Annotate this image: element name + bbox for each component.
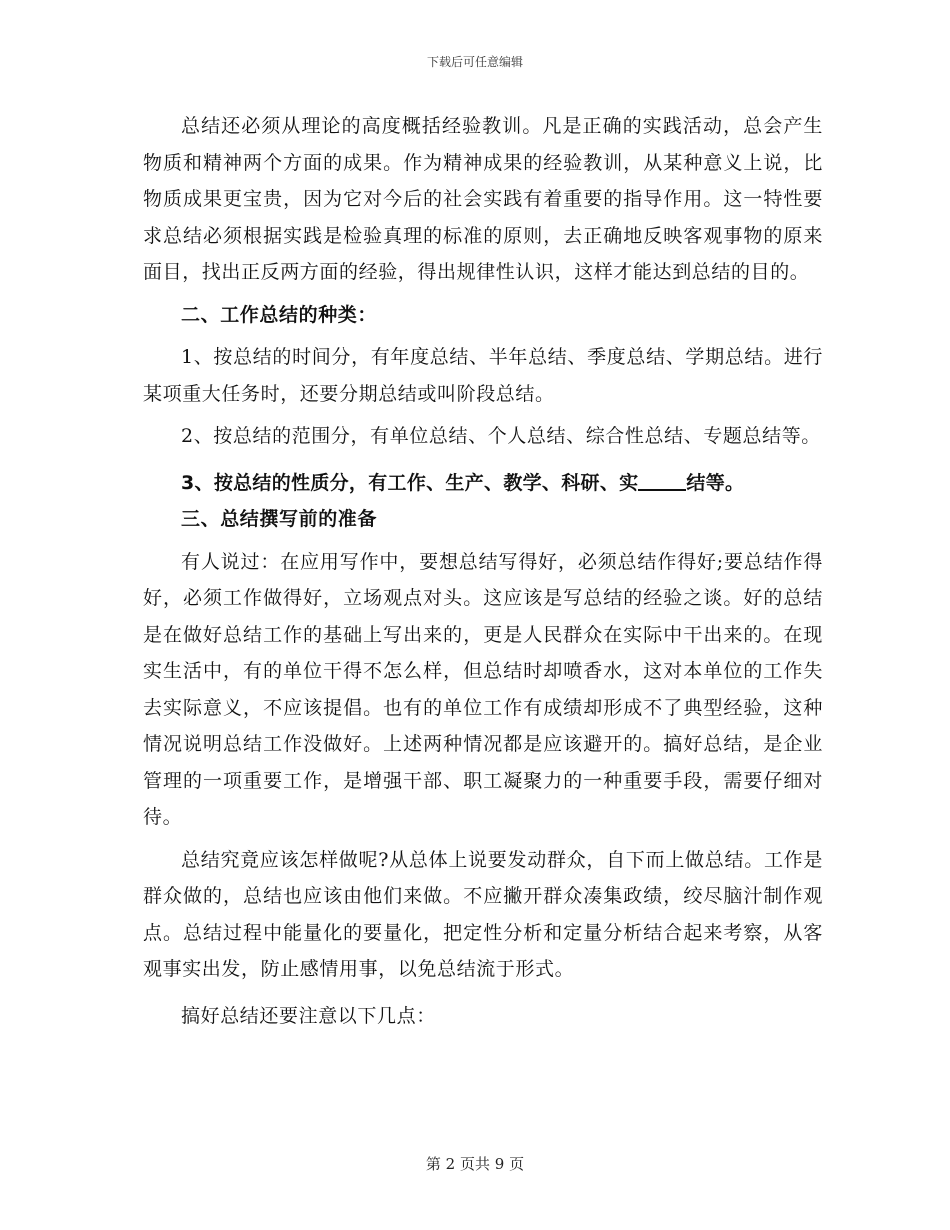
underline-blank — [638, 471, 686, 491]
paragraph-theory: 总结还必须从理论的高度概括经验教训。凡是正确的实践活动，总会产生物质和精神两个方面的成果。作为精神成果的经验教训，从某种意义上说，比物质成果更宝贵，因为它对今后的社会实践有着重要的指导作用。这一特性要求总结必须根据实践是检验真理的标准的原则，去正确地反映客观事物的原来面目，找出正反两方面的经验，得出规律性认识，这样才能达到总结的目的。 — [143, 115, 823, 283]
paragraph-notes-intro: 搞好总结还要注意以下几点： — [181, 1004, 436, 1027]
paragraph-by-time: 1、按总结的时间分，有年度总结、半年总结、季度总结、学期总结。进行某项重大任务时，还要分期总结或叫阶段总结。 — [143, 346, 823, 405]
document-body — [143, 108, 823, 1034]
by-nature-text-start: 3、按总结的性质分，有工作、生产、教学、科研、实 — [181, 471, 639, 494]
paragraph-someone-said: 有人说过：在应用写作中，要想总结写得好，必须总结作得好;要总结作得好，必须工作做得好，立场观点对头。这应该是写总结的经验之谈。好的总结是在做好总结工作的基础上写出来的，更是人民群众在实际中干出来的。在现实生活中，有的单位干得不怎么样，但总结时却喷香水，这对本单位的工作失去实际意义，不应该提倡。也有的单位工作有成绩却形成不了典型经验，这种情况说明总结工作没做好。上述两种情况都是应该避开的。搞好总结，是企业管理的一项重要工作，是增强干部、职工凝聚力的一种重要手段，需要仔细对待。 — [143, 550, 823, 828]
section-heading-preparation: 三、总结撰写前的准备 — [181, 508, 378, 530]
by-nature-text-end: 结等。 — [686, 471, 745, 494]
paragraph-how-to-summarize: 总结究竟应该怎样做呢?从总体上说要发动群众，自下而上做总结。工作是群众做的，总结也应该由他们来做。不应撇开群众凑集政绩，绞尽脑汁制作观点。总结过程中能量化的要量化，把定性分析和定量分析结合起来考察，从客观事实出发，防止感情用事，以免总结流于形式。 — [143, 848, 823, 980]
paragraph-by-scope: 2、按总结的范围分，有单位总结、个人总结、综合性总结、专题总结等。 — [181, 425, 821, 447]
paragraph-by-nature — [143, 465, 823, 502]
page-footer — [0, 1154, 950, 1174]
header-text: 下载后可任意编辑 — [426, 55, 523, 69]
section-heading-types: 二、工作总结的种类： — [181, 303, 378, 326]
page-number: 第 2 页共 9 页 — [425, 1155, 525, 1173]
page-header — [0, 54, 950, 70]
